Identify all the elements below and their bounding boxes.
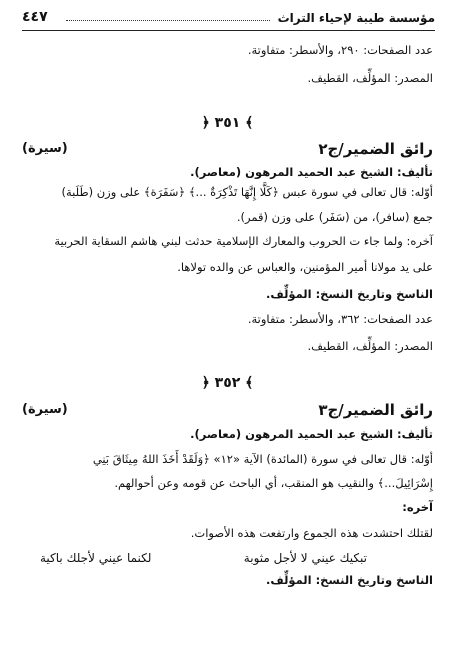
entry-351-first-line-1: أوّله: قال تعالى في سورة عبس ﴿كَلَّا إِنَّهَا تَذْكِرَةٌ ...﴾ ﴿سَفَرَة﴾ على وزن (طَلَبة) <box>61 185 433 199</box>
entry-352-last-label: آخره: <box>402 500 433 514</box>
entry-352-category: (سيرة) <box>22 402 68 417</box>
entry-number-352: ﴿ ٣٥٢ ﴾ <box>201 375 254 391</box>
entry-352-copyist: الناسخ وتاريخ النسخ: المؤلِّف. <box>266 573 433 587</box>
header-dot-leader <box>66 20 270 21</box>
header-title: مؤسسة طيبة لإحياء التراث <box>277 11 435 25</box>
entry-number-351: ﴿ ٣٥١ ﴾ <box>201 115 254 131</box>
entry-351-title: رائق الضمير/ج٢ <box>318 140 433 158</box>
prev-pages-count: عدد الصفحات: ٢٩٠، والأسطر: متفاوتة. <box>247 43 433 57</box>
entry-351-first-line-2: جمع (سافر)، من (سَفَر) على وزن (قمر). <box>236 210 433 224</box>
entry-351-author: تأليف: الشيخ عبد الحميد المرهون (معاصر). <box>190 165 433 179</box>
poem-hemistich-right: تبكيك عيني لا لأجل مثوبة <box>243 551 367 565</box>
poem-hemistich-left: لكنما عيني لأجلك باكية <box>40 551 152 565</box>
entry-351-source: المصدر: المؤلِّف، القطيف. <box>307 339 433 353</box>
entry-351-pages-count: عدد الصفحات: ٣٦٢، والأسطر: متفاوتة. <box>247 312 433 326</box>
entry-351-copyist: الناسخ وتاريخ النسخ: المؤلِّف. <box>266 287 433 301</box>
entry-352-first-line-1: أوّله: قال تعالى في سورة (المائدة) الآية «١٢» ﴿وَلَقَدْ أَخَذَ اللهُ مِيثَاقَ بَنِي <box>92 452 433 466</box>
entry-351-last-line-2: على يد مولانا أمير المؤمنين، والعباس عن والده تولاها. <box>177 260 433 274</box>
entry-352-title: رائق الضمير/ج٣ <box>318 401 433 419</box>
running-header <box>22 8 435 31</box>
page-number: ٤٤٧ <box>22 9 48 25</box>
entry-351-last-line-1: آخره: ولما جاء ت الحروب والمعارك الإسلامية حدثت لبني هاشم السقاية الحربية <box>54 234 433 248</box>
entry-352-author: تأليف: الشيخ عبد الحميد المرهون (معاصر). <box>190 427 433 441</box>
entry-352-first-line-2: إِسْرَائِيلَ...﴾ والنقيب هو المنقب، أي الباحث عن قومه وعن أحوالهم. <box>114 476 433 490</box>
entry-352-last-line-1: لقتلك احتشدت هذه الجموع وارتفعت هذه الأصوات. <box>190 526 433 540</box>
prev-source: المصدر: المؤلِّف، القطيف. <box>307 71 433 85</box>
entry-351-category: (سيرة) <box>22 141 68 156</box>
